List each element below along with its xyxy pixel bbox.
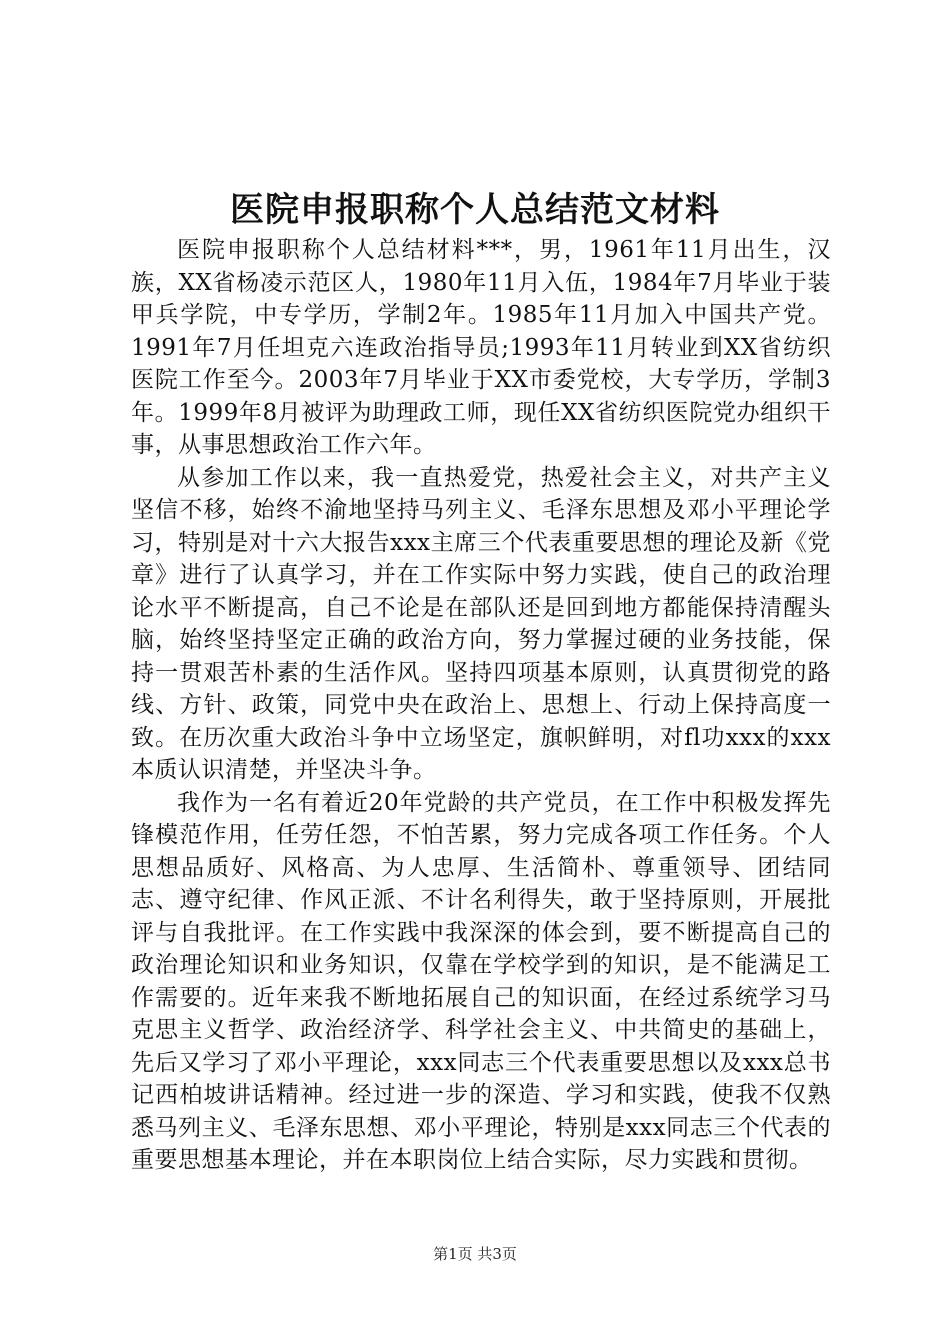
page-number-footer: 第1页 共3页 [433,1245,517,1263]
document-body [131,234,831,1177]
paragraph-2: 从参加工作以来，我一直热爱党，热爱社会主义，对共产主义坚信不移，始终不渝地坚持马列主义、毛泽东思想及邓小平理论学习，特别是对十六大报告xxx主席三个代表重要思想的理论及新《党章》进行了认真学习，并在工作实际中努力实践，使自己的政治理论水平不断提高，自己不论是在部队还是回到地方都能保持清醒头脑，始终坚持坚定正确的政治方向，努力掌握过硬的业务技能，保持一贯艰苦朴素的生活作风。坚持四项基本原则，认真贯彻党的路线、方针、政策，同党中央在政治上、思想上、行动上保持高度一致。在历次重大政治斗争中立场坚定，旗帜鲜明，对fl功xxx的xxx本质认识清楚，并坚决斗争。 [131,464,831,783]
document-title: 医院申报职称个人总结范文材料 [230,190,720,230]
paragraph-1: 医院申报职称个人总结材料***，男，1961年11月出生，汉族，XX省杨凌示范区人，1980年11月入伍，1984年7月毕业于装甲兵学院，中专学历，学制2年。1985年11月加入中国共产党。1991年7月任坦克六连政治指导员;1993年11月转业到XX省纺织医院工作至今。2003年7月毕业于XX市委党校，大专学历，学制3年。1999年8月被评为助理政工师，现任XX省纺织医院党办组织干事，从事思想政治工作六年。 [131,237,831,458]
paragraph-3: 我作为一名有着近20年党龄的共产党员，在工作中积极发挥先锋模范作用，任劳任怨，不怕苦累，努力完成各项工作任务。个人思想品质好、风格高、为人忠厚、生活简朴、尊重领导、团结同志、遵守纪律、作风正派、不计名利得失，敢于坚持原则，开展批评与自我批评。在工作实践中我深深的体会到，要不断提高自己的政治理论知识和业务知识，仅靠在学校学到的知识，是不能满足工作需要的。近年来我不断地拓展自己的知识面，在经过系统学习马克思主义哲学、政治经济学、科学社会主义、中共简史的基础上，先后又学习了邓小平理论，xxx同志三个代表重要思想以及xxx总书记西柏坡讲话精神。经过进一步的深造、学习和实践，使我不仅熟悉马列主义、毛泽东思想、邓小平理论，特别是xxx同志三个代表的重要思想基本理论，并在本职岗位上结合实际，尽力实践和贯彻。 [131,789,831,1173]
